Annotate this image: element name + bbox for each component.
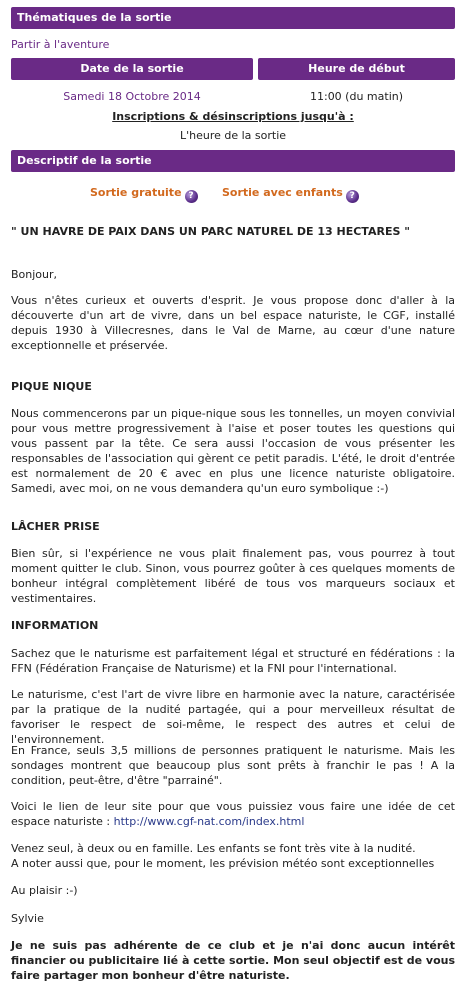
tag-children-label: Sortie avec enfants bbox=[222, 186, 343, 199]
article-title: " UN HAVRE DE PAIX DANS UN PARC NATUREL DE 13 HECTARES " bbox=[11, 225, 410, 238]
themes-header: Thématiques de la sortie bbox=[11, 7, 455, 29]
info-paragraph-1: Sachez que le naturisme est parfaitement légal et structuré en fédérations : la FFN (Fédération Française de Naturisme) et la FNI pour l'international. bbox=[11, 647, 455, 675]
start-time-value: 11:00 (du matin) bbox=[309, 90, 404, 103]
start-time-header: Heure de début bbox=[258, 58, 455, 80]
intro-paragraph: Vous n'êtes curieux et ouverts d'esprit. Je vous propose donc d'aller à la découverte d'un art de vivre, dans un bel espace naturiste, le CGF, installé depuis 1930 à Villecresnes, dans le Val de Marne, au cœur d'une nature exceptionnelle et préservée. bbox=[11, 294, 455, 352]
tag-children-outing[interactable] bbox=[222, 186, 359, 203]
greeting: Bonjour, bbox=[11, 268, 58, 281]
date-header: Date de la sortie bbox=[11, 58, 253, 80]
info-paragraph-2: Le naturisme, c'est l'art de vivre libre en harmonie avec la nature, caractérisée par la pratique de la nudité partagée, qui a pour merveilleux résultat de favoriser le respect de soi-même, le respect des autres et celui de l'environnement. bbox=[11, 688, 455, 746]
section-picnic-title: PIQUE NIQUE bbox=[11, 380, 92, 393]
disclaimer: Je ne suis pas adhérente de ce club et je n'ai donc aucun intérêt financier ou publicitaire lié à cette sortie. Mon seul objectif est de vous faire partager mon bonheur d'être naturiste. bbox=[11, 939, 455, 982]
info-paragraph-5: Venez seul, à deux ou en famille. Les enfants se font très vite à la nudité. A noter aussi que, pour le moment, les prévision météo sont exceptionnelles bbox=[11, 842, 435, 870]
theme-link[interactable]: Partir à l'aventure bbox=[11, 38, 110, 51]
tag-free-outing[interactable] bbox=[90, 186, 198, 203]
signature: Sylvie bbox=[11, 912, 44, 925]
section-info-title: INFORMATION bbox=[11, 619, 99, 632]
help-circle-icon[interactable]: ? bbox=[346, 190, 359, 203]
section-letgo-title: LÂCHER PRISE bbox=[11, 520, 100, 533]
registration-title: Inscriptions & désinscriptions jusqu'à : bbox=[112, 110, 354, 123]
closing: Au plaisir :-) bbox=[11, 884, 78, 897]
info-paragraph-3: En France, seuls 3,5 millions de personnes pratiquent le naturisme. Mais les sondages montrent que beaucoup plus sont prêts à franchir le pas ! A la condition, peut-être, d'être "parrainé". bbox=[11, 744, 455, 787]
section-letgo-text: Bien sûr, si l'expérience ne vous plait finalement pas, vous pourrez à tout moment quitter le club. Sinon, vous pourrez goûter à ces quelques moments de bonheur intégral complètement libéré de tous vos marqueurs sociaux et vestimentaires. bbox=[11, 547, 455, 605]
section-picnic-text: Nous commencerons par un pique-nique sous les tonnelles, un moyen convivial pour vous mettre progressivement à l'aise et poser toutes les questions qui vous passent par la tête. Ce sera aussi l'occasion de vous présenter les responsables de l'association qui gèrent ce petit paradis. L'été, le droit d'entrée est normalement de 20 € avec en plus une licence naturiste obligatoire. Samedi, avec moi, on ne vous demandera qu'un euro symbolique :-) bbox=[11, 407, 455, 495]
tag-free-label: Sortie gratuite bbox=[90, 186, 182, 199]
help-circle-icon[interactable]: ? bbox=[185, 190, 198, 203]
description-header: Descriptif de la sortie bbox=[11, 150, 455, 172]
cgf-site-link[interactable]: http://www.cgf-nat.com/index.html bbox=[113, 815, 305, 828]
registration-value: L'heure de la sortie bbox=[179, 129, 287, 142]
date-value: Samedi 18 Octobre 2014 bbox=[63, 90, 201, 103]
info-paragraph-4: Voici le lien de leur site pour que vous puissiez vous faire une idée de cet espace naturiste : http://www.cgf-nat.com/index.html bbox=[11, 800, 455, 828]
